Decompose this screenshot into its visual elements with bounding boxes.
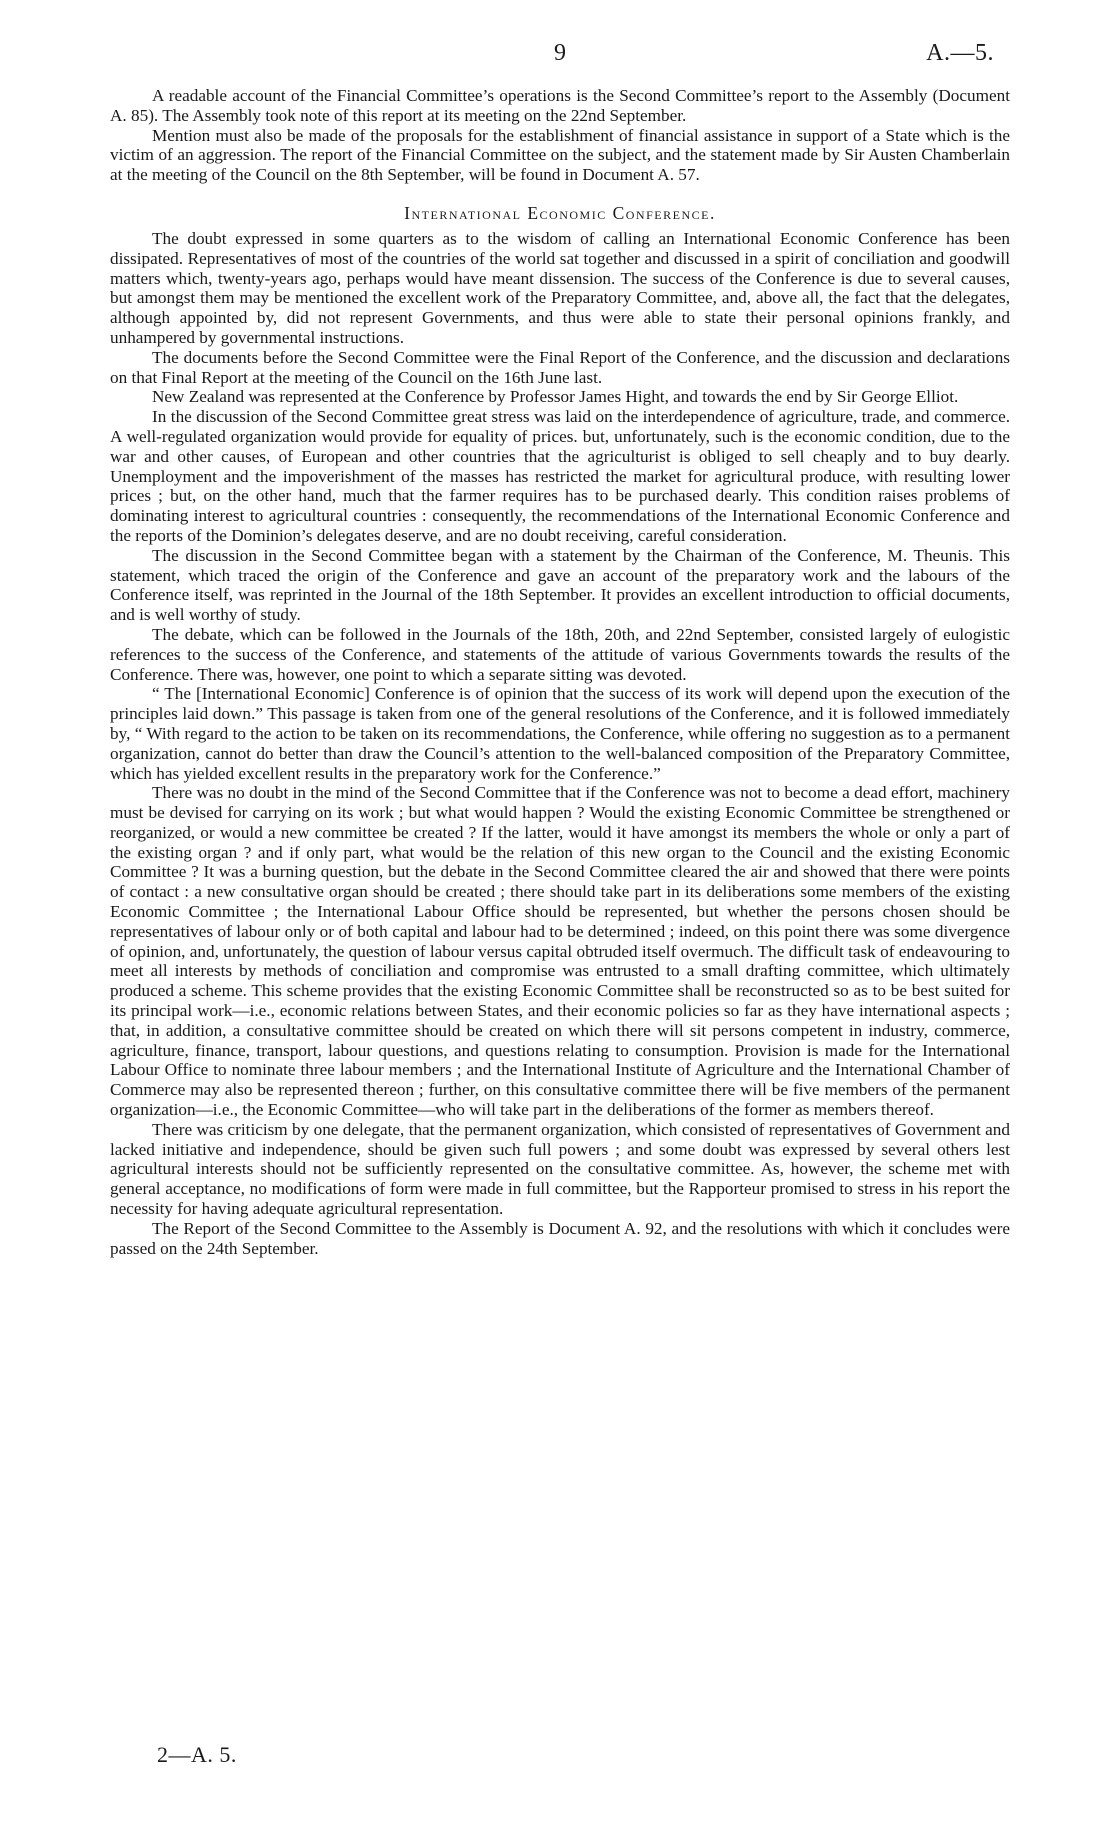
paragraph: There was criticism by one delegate, that the permanent organization, which consisted of representatives of Government and lacked initiative and independence, should be given such full powers ; and some doubt was expressed by several others lest agricultural interests should not be sufficiently represented on the consultative committee. As, however, the scheme met with general acceptance, no modifications of form were made in full committee, but the Rapporteur promised to stress in his report the necessity for having adequate agricultural representation. xyxy=(110,1119,1010,1219)
paragraph: The discussion in the Second Committee began with a statement by the Chairman of the Conference, M. Theunis. This statement, which traced the origin of the Conference and gave an account of the preparatory work and the labours of the Conference itself, was reprinted in the Journal of the 18th September. It provides an excellent introduction to official documents, and is well worthy of study. xyxy=(110,545,1010,625)
paragraph: The Report of the Second Committee to the Assembly is Document A. 92, and the resolutions with which it concludes were passed on the 24th September. xyxy=(110,1218,1010,1258)
document-reference: A.—5. xyxy=(926,40,994,66)
paragraph: “ The [International Economic] Conference is of opinion that the success of its work will depend upon the execution of the principles laid down.” This passage is taken from one of the general resolutions of the Conference, and it is followed immediately by, “ With regard to the action to be taken on its recommendations, the Conference, while offering no suggestion as to a permanent organization, cannot do better than draw the Council’s attention to the well-balanced composition of the Preparatory Committee, which has yielded excellent results in the preparatory work for the Conference.” xyxy=(110,684,1010,783)
paragraph: There was no doubt in the mind of the Second Committee that if the Conference was not to become a dead effort, machinery must be devised for carrying on its work ; but what would happen ? Would the existing Economic Committee be strengthened or reorganized, or would a new committee be created ? If the latter, would it have amongst its members the whole or only a part of the existing organ ? and if only part, what would be the relation of this new organ to the Council and the existing Economic Committee ? It was a burning question, but the debate in the Second Committee cleared the air and showed that there were points of contact : a new consultative organ should be created ; there should take part in its deliberations some members of the existing Economic Committee ; the International Labour Office should be represented, but whether the persons chosen should be representatives of labour only or of both capital and labour had to be determined ; indeed, on this point there was some divergence of opinion, and, unfortunately, the question of labour versus capital obtruded itself overmuch. The difficult task of endeavouring to meet all interests by methods of conciliation and compromise was entrusted to a small drafting committee, which ultimately produced a scheme. This scheme provides that the existing Economic Committee shall be reconstructed so as to be best suited for its principal work—i.e., economic relations between States, and their economic policies so far as they have international aspects ; that, in addition, a consultative committee should be created on which there will sit persons competent in industry, commerce, agriculture, finance, transport, labour questions, and questions relating to consumption. Provision is made for the International Labour Office to nominate three labour members ; and the International Institute of Agriculture and the International Chamber of Commerce may also be represented thereon ; further, on this consultative committee there will be five members of the permanent organization—i.e., the Economic Committee—who will take part in the deliberations of the former as members thereof. xyxy=(110,783,1010,1120)
paragraph: The doubt expressed in some quarters as to the wisdom of calling an International Economic Conference has been dissipated. Representatives of most of the countries of the world sat together and discussed in a spirit of conciliation and goodwill matters which, twenty-years ago, perhaps would have meant dissension. The success of the Conference is due to several causes, but amongst them may be mentioned the excellent work of the Preparatory Committee, and, above all, the fact that the delegates, although appointed by, did not represent Governments, and thus were able to state their personal opinions frankly, and unhampered by governmental instructions. xyxy=(110,228,1010,347)
paragraph: The documents before the Second Committee were the Final Report of the Conference, and the discussion and declarations on that Final Report at the meeting of the Council on the 16th June last. xyxy=(110,347,1010,387)
section-heading: International Economic Conference. xyxy=(404,202,716,223)
paragraph: A readable account of the Financial Committee’s operations is the Second Committee’s report to the Assembly (Document A. 85). The Assembly took note of this report at its meeting on the 22nd September. xyxy=(110,86,1010,125)
footer-reference: 2—A. 5. xyxy=(157,1742,237,1767)
paragraph: New Zealand was represented at the Conference by Professor James Hight, and towards the end by Sir George Elliot. xyxy=(152,387,959,407)
paragraph: In the discussion of the Second Committee great stress was laid on the interdependence of agriculture, trade, and commerce. A well-regulated organization would provide for equality of prices. but, unfortunately, such is the economic condition, due to the war and other causes, of European and other countries that the agriculturist is obliged to sell cheaply and to buy dearly. Unemployment and the impoverishment of the masses has restricted the market for agricultural produce, with resulting lower prices ; but, on the other hand, much that the farmer requires has to be purchased dearly. This condition raises problems of dominating interest to agricultural countries : consequently, the recommendations of the International Economic Conference and the reports of the Dominion’s delegates deserve, and are no doubt receiving, careful consideration. xyxy=(110,407,1010,545)
paragraph: The debate, which can be followed in the Journals of the 18th, 20th, and 22nd September, consisted largely of eulogistic references to the success of the Conference, and statements of the attitude of various Governments towards the results of the Conference. There was, however, one point to which a separate sitting was devoted. xyxy=(110,624,1010,684)
page-number: 9 xyxy=(554,40,566,66)
paragraph: Mention must also be made of the proposals for the establishment of financial assistance in support of a State which is the victim of an aggression. The report of the Financial Committee on the subject, and the statement made by Sir Austen Chamberlain at the meeting of the Council on the 8th September, will be found in Document A. 57. xyxy=(110,125,1010,185)
body-text xyxy=(110,86,1010,1258)
